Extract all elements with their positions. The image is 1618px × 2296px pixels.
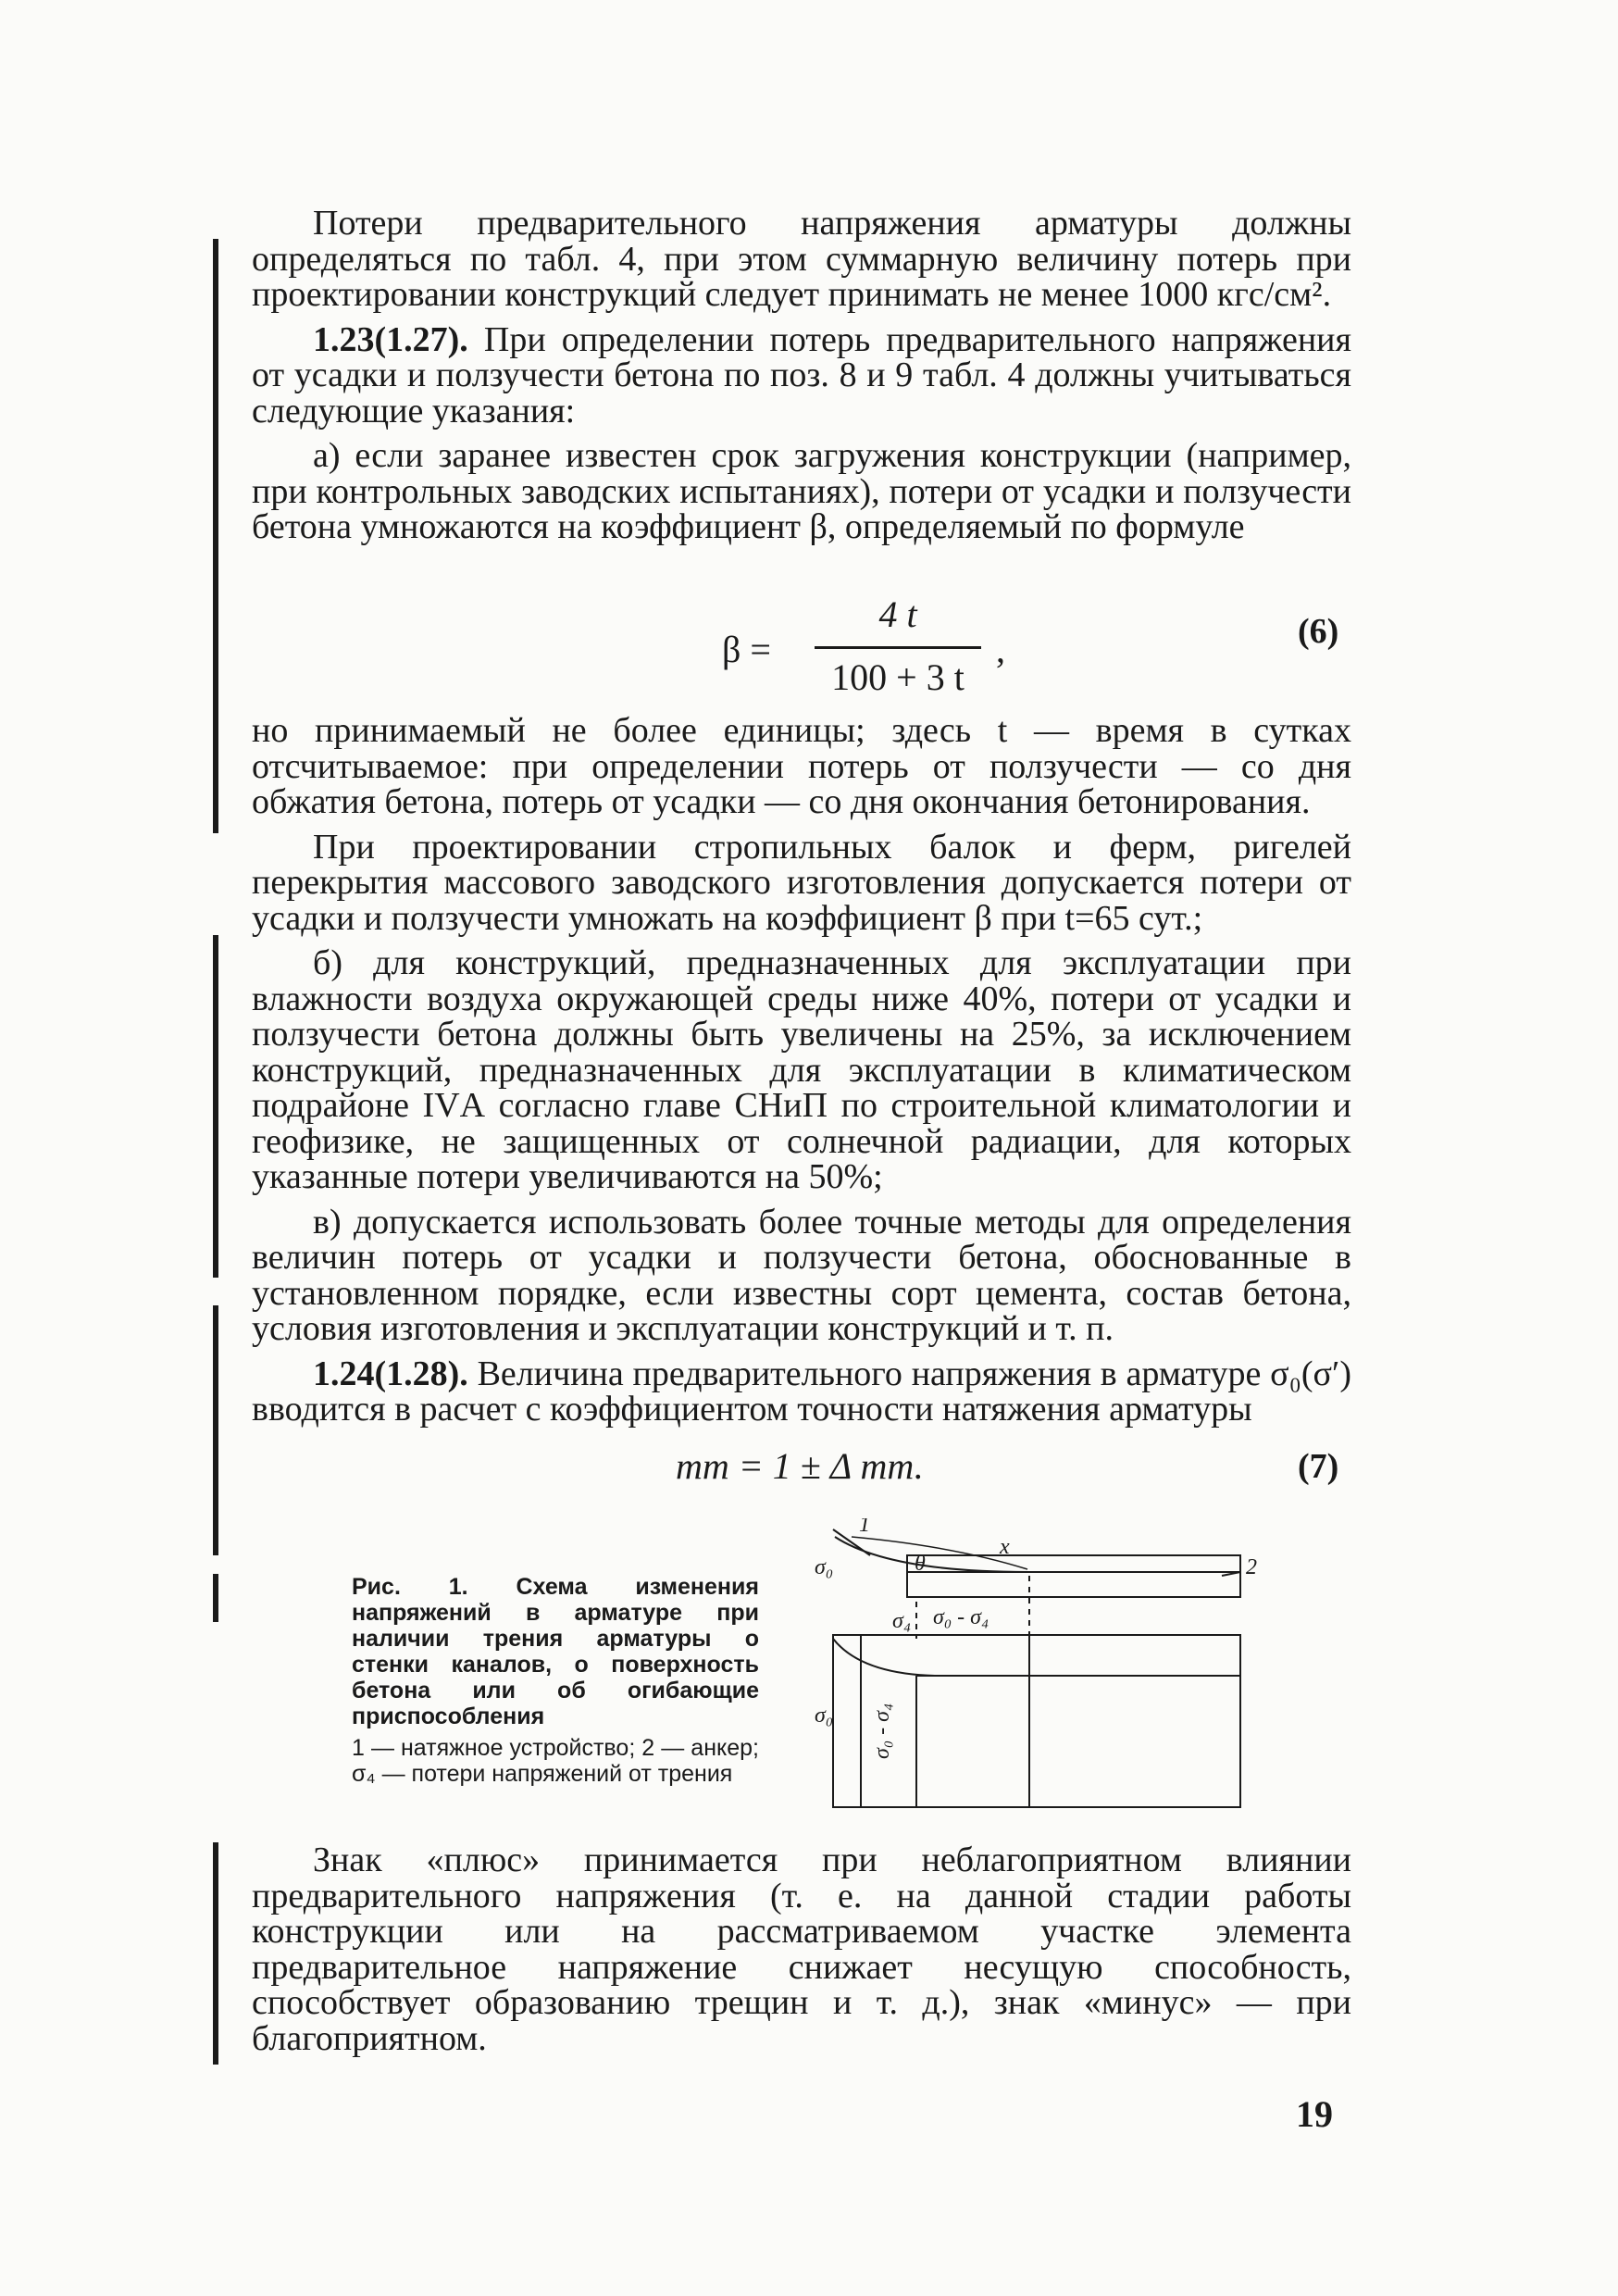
stress-curve [833, 1639, 935, 1676]
label-tensioning-device: 1 [859, 1518, 870, 1537]
equation-number-6: (6) [1298, 612, 1339, 651]
label-anchor: 2 [1246, 1555, 1257, 1579]
change-bar-5 [213, 1842, 218, 2065]
clause-text-1-24: Величина предварительного напряжения в арматуре σ₀(σ′) вводится в расчет с коэффициентом точности натяжения арматуры [252, 1354, 1351, 1429]
formula-6-denominator: 100 + 3 t [831, 656, 965, 698]
paragraph-1-23 [252, 319, 1351, 430]
fraction-bar [815, 646, 981, 649]
formula-7: mт = 1 ± Δ mт. [676, 1445, 924, 1487]
paragraph-losses-intro: Потери предварительного напряжения арматуры должны определяться по табл. 4, при этом суммарную величину потерь при проектировании конструкций следует принимать не менее 1000 кгс/см². [252, 204, 1351, 314]
change-bar-3 [213, 1305, 218, 1555]
paragraph-sign-rule: Знак «плюс» принимается при неблагоприятном влиянии предварительного напряжения (т. е. на данной стадии работы конструкции или на рассматриваемом участке элемента предварительное напряжение снижает несущую способность, способствует образованию трещин и т. д.), знак «минус» — при благоприятном. [252, 1841, 1351, 2058]
figure-caption-legend: 1 — натяжное устройство; 2 — анкер; σ₄ — потери напряжений от трения [352, 1735, 759, 1787]
equation-number-7: (7) [1298, 1447, 1339, 1486]
page-number: 19 [1296, 2093, 1333, 2135]
change-bar-1 [213, 239, 218, 833]
formula-6-lhs: β = [722, 629, 771, 670]
stress-diagram-outline [833, 1635, 1240, 1807]
paragraph-1-24 [252, 1356, 1351, 1428]
text-block-2 [252, 713, 1351, 1428]
figure-caption-title: Рис. 1. Схема изменения напряжений в арматуре при наличии трения арматуры о стенки каналов, о поверхность бетона или об огибающие приспособления [352, 1574, 759, 1729]
figure-caption [352, 1574, 759, 1787]
label-theta: θ [915, 1552, 926, 1576]
formula-6-numerator: 4 t [878, 593, 917, 635]
paragraph-item-b: б) для конструкций, предназначенных для эксплуатации при влажности воздуха окружающей среды ниже 40%, потери от усадки и ползучести бетона должны быть увеличены на 25%, за исключением конструкций, предназначенных для эксплуатации в климатическом подрайоне IVА согласно главе СНиП по строительной климатологии и геофизике, не защищенных от солнечной радиации, для которых указанные потери увеличиваются на 50%; [252, 943, 1351, 1196]
change-bar-2 [213, 935, 218, 1278]
label-sigma0-top: σ₀ [815, 1555, 834, 1579]
label-sigma0-minus-sigma4: σ₀ - σ₄ [933, 1605, 989, 1629]
text-block-1 [252, 206, 1351, 545]
formula-6 [722, 593, 1111, 698]
paragraph-roof-beams: При проектировании стропильных балок и ферм, ригелей перекрытия массового заводского изготовления допускается потери от усадки и ползучести умножать на коэффициент β при t=65 сут.; [252, 827, 1351, 938]
label-sigma4: σ₄ [892, 1609, 912, 1633]
text-block-3 [252, 1842, 1351, 2056]
paragraph-item-a: а) если заранее известен срок загружения конструкции (например, при контрольных заводских испытаниях), потери от усадки и ползучести бетона умножаются на коэффициент β, определяемый по формуле [252, 436, 1351, 546]
clause-text-1-23: При определении потерь предварительного напряжения от усадки и ползучести бетона по поз. 8 и 9 табл. 4 должны учитываться следующие указания: [252, 319, 1351, 430]
label-sigma0-minus-sigma4-vertical: σ₀ - σ₄ [870, 1703, 894, 1759]
label-x: x [1000, 1535, 1010, 1559]
clause-number-1-23: 1.23(1.27). [313, 319, 468, 359]
concrete-element-outline [907, 1555, 1240, 1597]
stress-diagram [815, 1518, 1259, 1815]
clause-number-1-24: 1.24(1.28). [313, 1354, 468, 1393]
formula-6-comma: , [996, 629, 1005, 670]
change-bar-4 [213, 1574, 218, 1622]
paragraph-beta-definition: но принимаемый не более единицы; здесь t — время в сутках отсчитываемое: при определении потерь от ползучести — со дня обжатия бетона, потерь от усадки — со дня окончания бетонирования. [252, 711, 1351, 821]
paragraph-item-v: в) допускается использовать более точные методы для определения величин потерь от усадки и ползучести бетона, обоснованные в установленном порядке, если известны сорт цемента, состав бетона, условия изготовления и эксплуатации конструкций и т. п. [252, 1202, 1351, 1348]
label-sigma0-left: σ₀ [815, 1703, 834, 1728]
